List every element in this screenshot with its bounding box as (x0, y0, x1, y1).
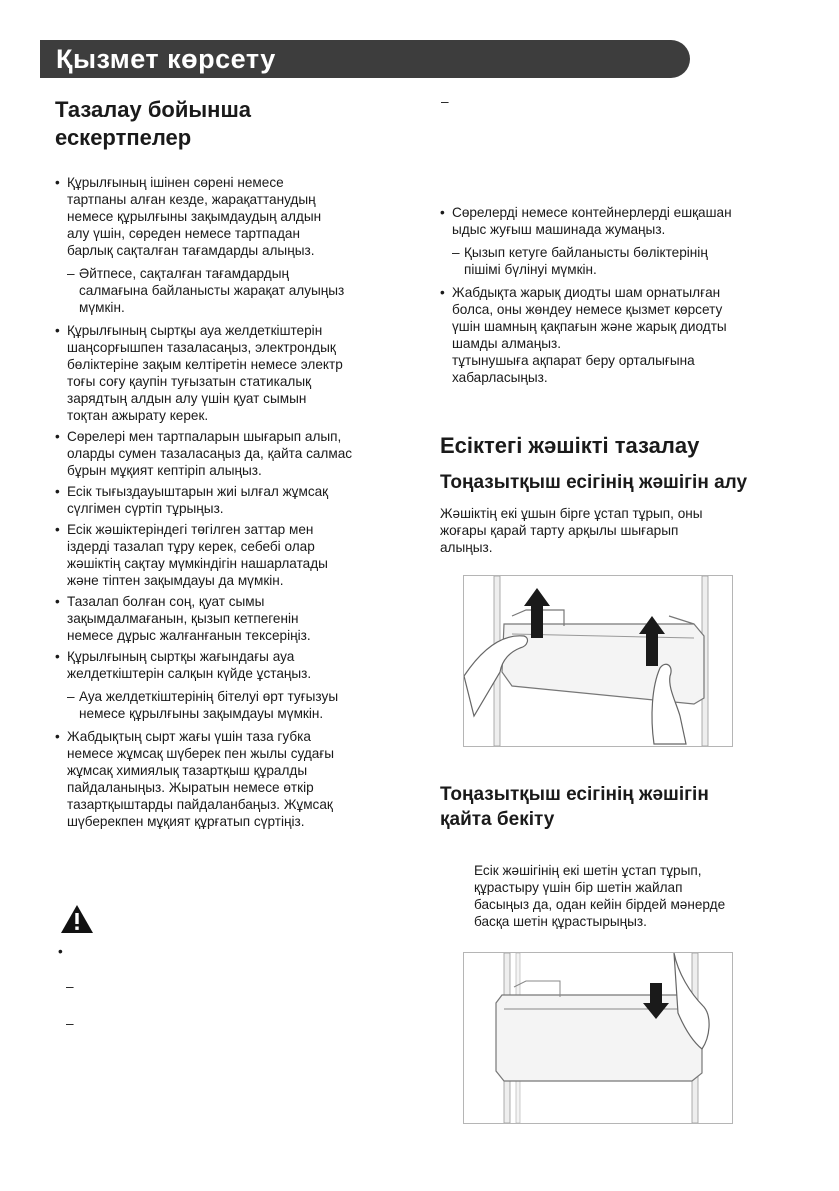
figure-reattach-bin (463, 952, 733, 1124)
bullet: • (55, 175, 60, 190)
list-item: • Сөрелерді немесе контейнерлерді ешқашан ыдыс жуғыш машинада жумаңыз. (440, 205, 732, 237)
list-item: • Тазалап болған соң, қуат сымы зақымдалмағанын, қызып кетпегенін немесе дұрыс жалғанғанын тексеріңіз. (55, 594, 311, 643)
remove-instructions: Жәшіктің екі ұшын бірге ұстап тұрып, оны жоғары қарай тарту арқылы шығарып алыңыз. (440, 506, 703, 555)
sub-list-item: – Қызып кетуге байланысты бөліктерінің пішімі бүлінуі мүмкін. (452, 245, 708, 277)
dash: – (66, 1016, 74, 1031)
list-item: • Жабдықта жарық диодты шам орнатылған болса, оны жөндеу немесе қызмет көрсету үшін шамның қақпағын және жарық диодты шамды алмаңыз. тұтынушыға ақпарат беру орталығына хабарласыңыз. (440, 285, 727, 385)
reattach-instructions: Есік жәшігінің екі шетін ұстап тұрып, құрастыру үшін бір шетін жайлап басыңыз да, одан кейін бірдей мәнерде басқа шетін құрастырыңыз. (474, 863, 726, 929)
list-item: • Құрылғының сыртқы жағындағы ауа желдеткіштерін салқын күйде ұстаңыз. (55, 649, 312, 681)
right-column-top (440, 204, 790, 386)
list-item: • Есік тығыздауыштарын жиі ылғал жұмсақ сүлгімен сүртіп тұрыңыз. (55, 484, 329, 516)
list-item: • Құрылғының ішінен сөрені немесе тартпаны алған кезде, жарақаттанудың немесе құрылғыны зақымдаудың алдын алу үшін, сөреден немесе тартпадан барлық сақталған тағамдарды алыңыз. (55, 175, 322, 258)
sub-list-item: – Әйтпесе, сақталған тағамдардың салмағына байланысты жарақат алуыңыз мүмкін. (67, 266, 345, 315)
section-title-door-bin: Есіктегі жәшікті тазалау (440, 433, 700, 458)
section-title-cleaning-notes: Тазалау бойынша ескертпелер (55, 97, 252, 150)
list-item: • Есік жәшіктеріндегі төгілген заттар мен іздерді тазалап тұру керек, себебі олар жәшіктің сақтау мүмкіндігін нашарлатады және тіптен зақымдауы да мүмкін. (55, 522, 328, 588)
header-banner (40, 40, 690, 78)
bullet: • (58, 944, 63, 959)
subtitle-reattach-bin: Тоңазытқыш есігінің жәшігін қайта бекіту (440, 784, 709, 830)
left-column (55, 96, 400, 830)
page-title: Қызмет көрсету (56, 44, 276, 74)
sub-list-item: – Ауа желдеткіштерінің бітелуі өрт туғызуы немесе құрылғыны зақымдауы мүмкін. (67, 689, 339, 721)
list-item: • Сөрелері мен тартпаларын шығарып алып, оларды сумен тазаласаңыз да, қайта салмас бұрын мұқият кептіріп алыңыз. (55, 429, 353, 478)
subtitle-remove-bin: Тоңазытқыш есігінің жәшігін алу (440, 472, 748, 493)
dash: – (67, 266, 75, 281)
list-item: • Жабдықтың сырт жағы үшін таза губка немесе жұмсақ шүберек пен жылы судағы жұмсақ химиялық тазартқыш құралды пайдаланыңыз. Жыратын немесе өткір тазартқыштарды пайдаланбаңыз. Жұмсақ шүберекпен мұқият құрғатып сүртіңіз. (55, 729, 335, 829)
figure-remove-bin (463, 575, 733, 747)
list-item: • Құрылғының сыртқы ауа желдеткіштерін шаңсорғышпен тазаласаңыз, электрондық бөліктеріне зақым келтіретін немесе электр тоғы соғу қаупін туғызатын статикалық зарядтың алдын алу үшін қуат сымын тоқтан ажырату керек. (55, 323, 343, 423)
warning-icon (60, 904, 94, 934)
dash: – (441, 94, 449, 109)
dash: – (66, 979, 74, 994)
